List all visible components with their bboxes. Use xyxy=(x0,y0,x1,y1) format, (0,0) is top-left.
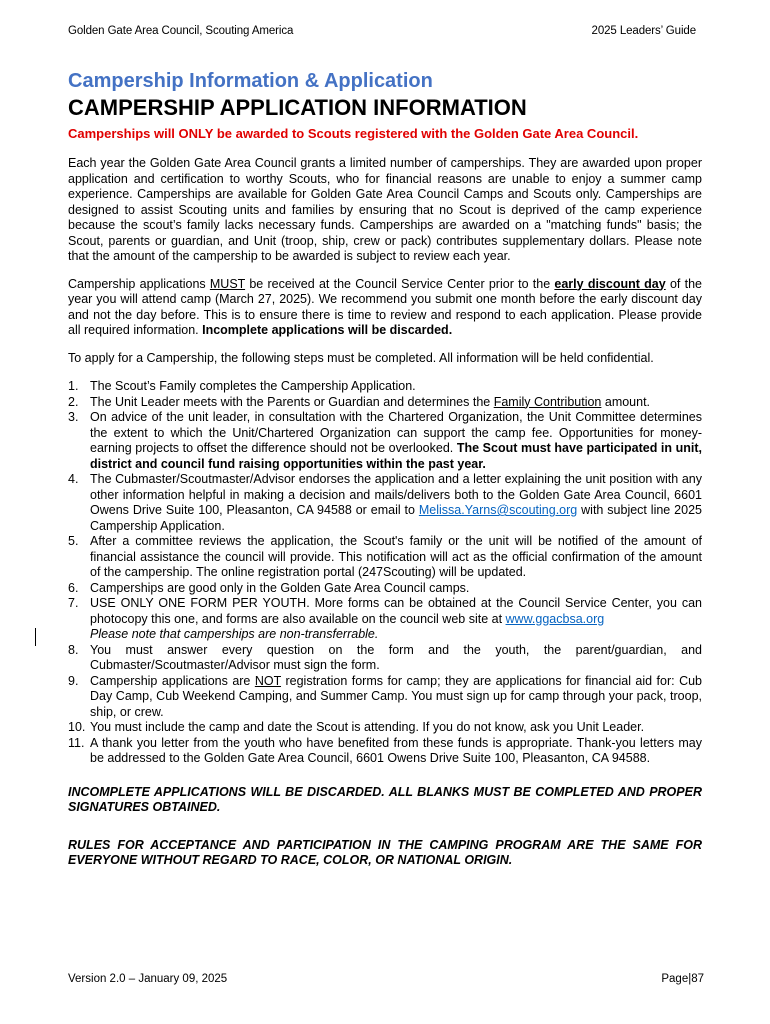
footer-version: Version 2.0 – January 09, 2025 xyxy=(68,973,228,985)
list-item xyxy=(68,534,702,581)
step-text: On advice of the unit leader, in consultation with the Chartered Organization, the Unit Committee determines the extent to which the Unit/Chartered Organization can support the camp fee. Opportunities for money-earning projects to offset the difference should not be overlooked. xyxy=(90,410,702,455)
eligibility-notice: Camperships will ONLY be awarded to Scouts registered with the Golden Gate Area Council. xyxy=(68,126,639,141)
discard-warning: Incomplete applications will be discarded. xyxy=(202,323,453,337)
not-emphasis: NOT xyxy=(254,673,282,688)
header-right: 2025 Leaders’ Guide xyxy=(591,25,696,37)
page-title: CAMPERSHIP APPLICATION INFORMATION xyxy=(68,95,527,120)
deadline-text: Campership applications xyxy=(68,276,210,291)
nondiscrimination-notice: RULES FOR ACCEPTANCE AND PARTICIPATION IN THE CAMPING PROGRAM ARE THE SAME FOR EVERYONE WITHOUT REGARD TO RACE, COLOR, OR NATIONAL ORIGIN. xyxy=(68,837,702,867)
must-emphasis: MUST xyxy=(209,276,246,291)
step-text: with subject line 2025 Campership Application. xyxy=(90,503,702,533)
step-text: A thank you letter from the youth who have benefited from these funds is appropriate. Thank-you letters may be addressed to the Golden Gate Area Council, 6601 Owens Drive Suite 100, Pleasanton, CA 94588. xyxy=(90,735,702,765)
list-item xyxy=(68,395,702,411)
header-left: Golden Gate Area Council, Scouting America xyxy=(68,25,294,37)
list-item xyxy=(68,736,702,767)
steps-intro: To apply for a Campership, the following steps must be completed. All information will be held confidential. xyxy=(68,350,654,365)
list-item xyxy=(68,674,702,721)
footer-page-number: Page|87 xyxy=(661,973,704,985)
list-item xyxy=(68,410,702,472)
non-transferrable-note: Please note that camperships are non-transferrable. xyxy=(90,627,379,641)
step-text: You must include the camp and date the Scout is attending. If you do not know, ask you Unit Leader. xyxy=(90,720,645,734)
website-link[interactable]: www.ggacbsa.org xyxy=(505,611,605,626)
step-text: Camperships are good only in the Golden Gate Area Council camps. xyxy=(90,580,470,595)
step-number: 1. xyxy=(68,379,79,393)
deadline-text: be received at the Council Service Center prior to the xyxy=(245,276,555,291)
incomplete-applications-notice: INCOMPLETE APPLICATIONS WILL BE DISCARDED. ALL BLANKS MUST BE COMPLETED AND PROPER SIGNATURES OBTAINED. xyxy=(68,784,702,814)
step-text: USE ONLY ONE FORM PER YOUTH. More forms can be obtained at the Council Service Center, you can photocopy this one, and forms are also available on the council web site at xyxy=(90,596,702,626)
step-number: 5. xyxy=(68,534,79,548)
step-emphasis: The Scout must have participated in unit, district and council fund raising opportunities within the past year. xyxy=(90,441,702,471)
list-item xyxy=(68,472,702,534)
step-number: 9. xyxy=(68,673,79,688)
list-item xyxy=(68,581,702,597)
section-title: Campership Information & Application xyxy=(68,70,433,92)
list-item xyxy=(68,720,702,736)
step-number: 3. xyxy=(68,410,79,424)
list-item xyxy=(68,643,702,674)
step-number: 7. xyxy=(68,596,79,610)
list-item xyxy=(68,596,702,643)
steps-list xyxy=(68,379,702,767)
step-text: amount. xyxy=(601,394,651,409)
step-text: registration forms for camp; they are applications for financial aid for: Cub Day Camp, Cub Weekend Camping, and Summer Camp. You must sign up for camp through your pack, troop, ship, or crew. xyxy=(90,673,703,719)
page-content xyxy=(68,68,702,869)
deadline-paragraph xyxy=(68,277,702,339)
step-text: The Scout’s Family completes the Campership Application. xyxy=(90,379,416,393)
step-number: 8. xyxy=(68,642,79,657)
step-number: 10. xyxy=(68,720,86,734)
step-number: 2. xyxy=(68,394,79,409)
text-cursor xyxy=(35,628,36,646)
step-text: You must answer every question on the form and the youth, the parent/guardian, and Cubmaster/Scoutmaster/Advisor must sign the form. xyxy=(90,642,702,672)
step-text: The Unit Leader meets with the Parents or Guardian and determines the xyxy=(90,394,494,409)
email-link[interactable]: Melissa.Yarns@scouting.org xyxy=(418,503,578,517)
step-text: After a committee reviews the application, the Scout's family or the unit will be notified of the amount of financial assistance the council will provide. This notification will act as the official confirmation of the amount of the campership. The online registration portal (247Scouting) will be updated. xyxy=(90,534,702,579)
step-number: 11. xyxy=(68,735,85,750)
early-discount-day: early discount day xyxy=(554,276,666,291)
step-number: 6. xyxy=(68,580,79,595)
list-item xyxy=(68,379,702,395)
intro-paragraph: Each year the Golden Gate Area Council grants a limited number of camperships. They are awarded upon proper application and certification to worthy Scouts, who for financial reasons are unable to enjoy a summer camp experience. Camperships are available for Golden Gate Area Council Camps and Scouts only. Camperships are designed to assist Scouting units and families by ensuring that no Scout is deprived of the camp experience because the scout’s family lacks necessary funds. Camperships are awarded on a "matching funds" basis; the Scout, parents or guardian, and Unit (troop, ship, crew or pack) contributes supplementary dollars. Please note that the amount of the campership to be awarded is subject to review each year. xyxy=(68,156,702,263)
step-text: Campership applications are xyxy=(90,673,255,688)
step-number: 4. xyxy=(68,472,79,486)
deadline-text: of the year you will attend camp (March 27, 2025). We recommend you submit one month before the early discount day and not the day before. This is to ensure there is time to review and respond to each application. Please provide all required information. xyxy=(68,276,702,337)
family-contribution: Family Contribution xyxy=(493,394,602,409)
step-text: The Cubmaster/Scoutmaster/Advisor endorses the application and a letter explaining the unit position with any other information helpful in making a decision and mails/delivers both to the Golden Gate Area Council, 6601 Owens Drive Suite 100, Pleasanton, CA 94588 or email to xyxy=(90,472,702,517)
